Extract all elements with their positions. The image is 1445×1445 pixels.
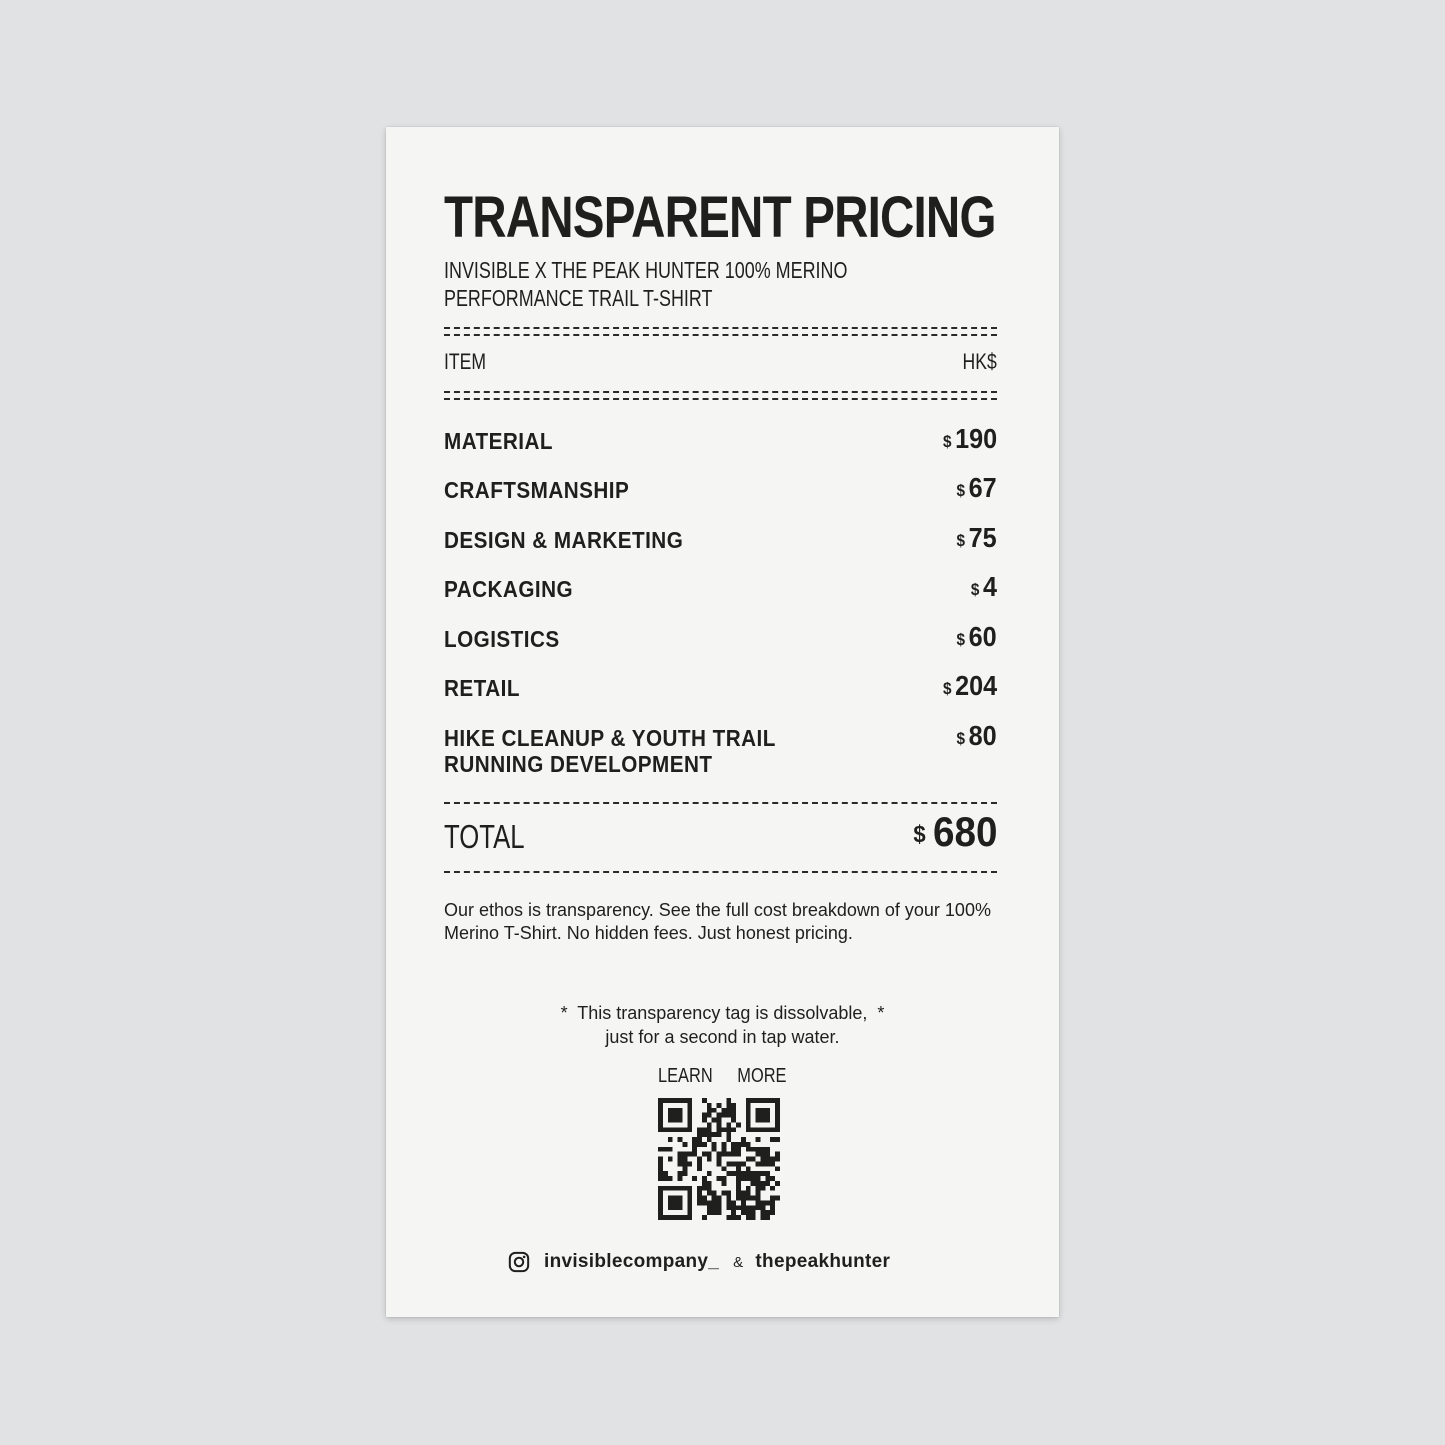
ethos-text: Our ethos is transparency. See the full cost breakdown of your 100% Merino T-Shirt. No hidden fees. Just honest pricing. xyxy=(444,900,991,943)
currency-symbol: $ xyxy=(956,630,966,649)
item-label: MATERIAL xyxy=(444,428,554,454)
currency-symbol: $ xyxy=(942,679,952,698)
instagram-icon[interactable] xyxy=(508,1251,530,1273)
currency-symbol: $ xyxy=(956,531,966,550)
item-amount xyxy=(957,622,997,655)
list-item xyxy=(444,720,997,785)
dissolvable-note xyxy=(386,1001,1059,1049)
item-label: RETAIL xyxy=(444,675,520,701)
list-item xyxy=(444,621,997,674)
item-label: CRAFTSMANSHIP xyxy=(444,477,630,503)
list-item xyxy=(444,571,997,624)
list-item xyxy=(444,423,997,476)
amount-value: 60 xyxy=(968,621,997,652)
note-line1: * This transparency tag is dissolvable, * xyxy=(560,1003,885,1023)
item-label: LOGISTICS xyxy=(444,626,560,652)
item-label: PACKAGING xyxy=(444,576,574,602)
amount-value: 190 xyxy=(954,423,997,454)
handle-separator: & xyxy=(733,1253,744,1271)
handle-invisiblecompany[interactable]: invisiblecompany_ xyxy=(544,1251,720,1272)
total-value: 680 xyxy=(932,808,997,855)
divider-total-bottom xyxy=(444,871,997,873)
header-item: ITEM xyxy=(444,349,487,374)
header-currency: HK$ xyxy=(962,349,997,374)
item-amount xyxy=(943,424,997,457)
total-row xyxy=(444,808,997,865)
list-item xyxy=(444,670,997,723)
list-item xyxy=(444,522,997,575)
currency-symbol: $ xyxy=(912,821,926,848)
item-label-line2: RUNNING DEVELOPMENT xyxy=(444,751,713,777)
currency-symbol: $ xyxy=(970,580,980,599)
amount-value: 80 xyxy=(968,720,997,751)
amount-value: 204 xyxy=(954,670,997,701)
item-label-line1: HIKE CLEANUP & YOUTH TRAIL xyxy=(444,725,776,751)
total-label: TOTAL xyxy=(444,818,525,855)
divider-header xyxy=(444,391,997,400)
qr-code[interactable] xyxy=(658,1098,780,1220)
item-amount xyxy=(943,671,997,704)
item-label xyxy=(444,725,776,777)
currency-symbol: $ xyxy=(942,432,952,451)
more-word: MORE xyxy=(737,1065,787,1087)
item-amount xyxy=(957,473,997,506)
divider-top xyxy=(444,327,997,336)
note-line2: just for a second in tap water. xyxy=(605,1027,840,1047)
page-title: TRANSPARENT PRICING xyxy=(444,185,996,250)
amount-value: 4 xyxy=(982,571,997,602)
handle-thepeakhunter[interactable]: thepeakhunter xyxy=(755,1251,891,1272)
learn-more-label xyxy=(658,1065,786,1088)
product-subtitle: INVISIBLE X THE PEAK HUNTER 100% MERINO PERFORMANCE TRAIL T-SHIRT xyxy=(444,257,848,311)
item-amount xyxy=(957,523,997,556)
table-header xyxy=(444,349,997,379)
list-item xyxy=(444,472,997,525)
amount-value: 75 xyxy=(968,522,997,553)
social-handles xyxy=(508,1251,890,1279)
item-amount xyxy=(957,721,997,754)
currency-symbol: $ xyxy=(956,729,966,748)
currency-symbol: $ xyxy=(956,481,966,500)
divider-total-top xyxy=(444,802,997,804)
item-amount xyxy=(971,572,997,605)
learn-word: LEARN xyxy=(658,1065,713,1087)
amount-value: 67 xyxy=(968,472,997,503)
total-amount xyxy=(913,809,997,858)
item-label: DESIGN & MARKETING xyxy=(444,527,684,553)
price-tag-card xyxy=(386,127,1059,1317)
